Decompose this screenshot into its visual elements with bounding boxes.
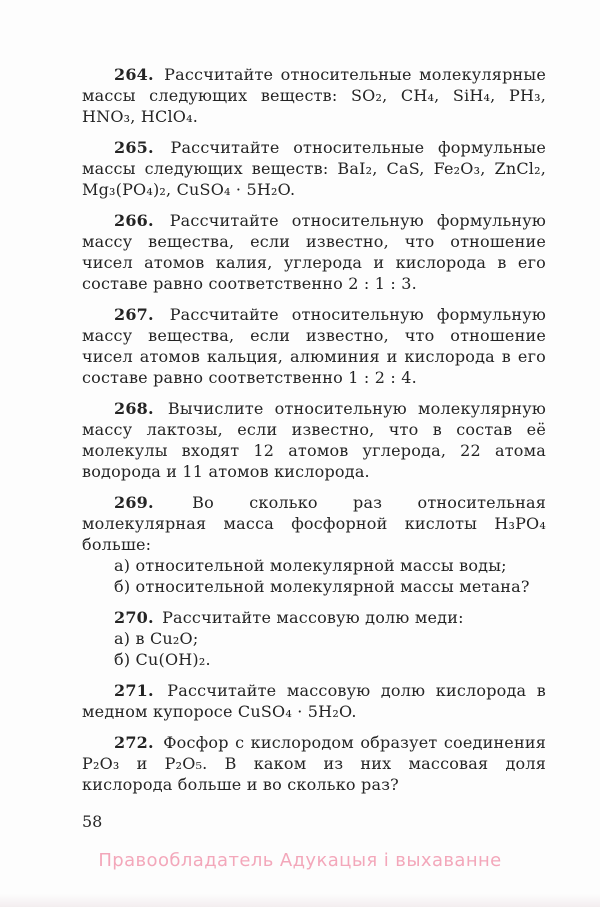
problem-267 <box>82 304 546 388</box>
problem-paragraph <box>82 210 546 294</box>
problem-272 <box>82 732 546 795</box>
problem-subitem: а) в Cu₂O; <box>114 629 199 648</box>
problem-text: Рассчитайте относительную формульную массу вещества, если известно, что отношение чисел атомов калия, углерода и кислорода в его составе равно соответственно 2 : 1 : 3. <box>82 211 546 293</box>
problem-subitem: а) относительной молекулярной массы воды; <box>114 556 507 575</box>
problem-paragraph <box>82 680 546 722</box>
problem-text: Во сколько раз относительная молекулярная масса фосфорной кислоты H₃PO₄ больше: <box>82 493 546 554</box>
copyright-watermark: Правообладатель Адукацыя і выхаванне <box>98 850 502 871</box>
problem-266 <box>82 210 546 294</box>
problem-paragraph <box>82 492 546 555</box>
problem-265 <box>82 137 546 200</box>
problem-text: Рассчитайте относительную формульную массу вещества, если известно, что отношение чисел атомов кальция, алюминия и кислорода в его составе равно соответственно 1 : 2 : 4. <box>82 305 546 387</box>
scan-edge-shadow <box>0 894 600 907</box>
problem-subitem: б) относительной молекулярной массы метана? <box>114 577 530 596</box>
problem-number: 270. <box>114 608 154 627</box>
page-number: 58 <box>82 812 103 831</box>
problem-271 <box>82 680 546 722</box>
problem-subitem: б) Cu(OH)₂. <box>114 650 211 669</box>
problems-list <box>82 64 546 805</box>
problem-number: 266. <box>114 211 154 230</box>
problem-number: 268. <box>114 399 154 418</box>
problem-number: 267. <box>114 305 154 324</box>
problem-264 <box>82 64 546 127</box>
problem-paragraph <box>82 137 546 200</box>
problem-270 <box>82 607 546 670</box>
problem-paragraph <box>82 732 546 795</box>
problem-text: Рассчитайте массовую долю меди: <box>156 608 464 627</box>
problem-269 <box>82 492 546 597</box>
problem-text: Фосфор с кислородом образует соединения P₂O₃ и P₂O₅. В каком из них массовая доля кислорода больше и во сколько раз? <box>82 733 546 794</box>
problem-number: 269. <box>114 493 154 512</box>
problem-paragraph <box>82 64 546 127</box>
problem-number: 264. <box>114 65 154 84</box>
problem-text: Рассчитайте относительные формульные массы следующих веществ: BaI₂, CaS, Fe₂O₃, ZnCl₂, Mg₃(PO₄)₂, CuSO₄ · 5H₂O. <box>82 138 546 199</box>
problem-number: 271. <box>114 681 154 700</box>
problem-text: Вычислите относительную молекулярную массу лактозы, если известно, что в состав её молекулы входят 12 атомов углерода, 22 атома водорода и 11 атомов кислорода. <box>82 399 546 481</box>
problem-number: 272. <box>114 733 154 752</box>
problem-paragraph <box>82 607 546 628</box>
problem-number: 265. <box>114 138 154 157</box>
problem-text: Рассчитайте относительные молекулярные массы следующих веществ: SO₂, CH₄, SiH₄, PH₃, HNO₃, HClO₄. <box>82 65 546 126</box>
problem-268 <box>82 398 546 482</box>
problem-paragraph <box>82 304 546 388</box>
problem-text: Рассчитайте массовую долю кислорода в медном купоросе CuSO₄ · 5H₂O. <box>82 681 546 721</box>
problem-paragraph <box>82 398 546 482</box>
